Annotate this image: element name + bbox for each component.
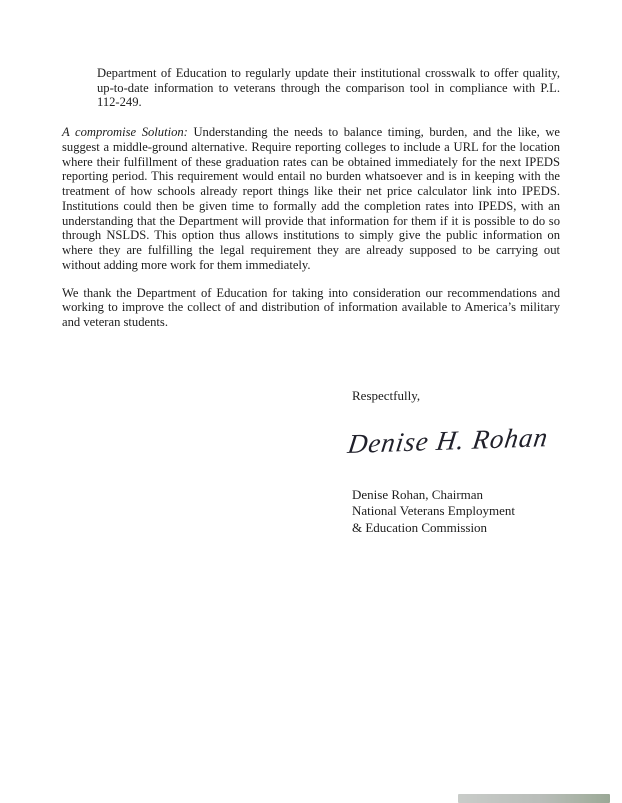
scan-edge-artifact (458, 794, 610, 803)
closing-block (345, 387, 560, 537)
signer-identity (352, 487, 560, 537)
compromise-body: Understanding the needs to balance timing, burden, and the like, we suggest a middle-ground alternative. Require reporting colleges to include a URL for the location where their fulfillment of these graduation rates can be obtained immediately for the next IPEDS reporting period. This requirement would entail no burden whatsoever and is in keeping with the treatment of how schools already report things like their net price calculator link into IPEDS. Institutions could then be given time to formally add the completion rates into IPEDS, with an understanding that the Department will provide that information for them if it is possible to do so through NSLDS. This option thus allows institutions to simply give the public information on where they are fulfilling the legal requirement they are already supposed to be carrying out without adding more work for them immediately. (62, 125, 561, 272)
continuation-paragraph: Department of Education to regularly update their institutional crosswalk to offer quality, up-to-date information to veterans through the comparison tool in compliance with P.L. 112-249. (97, 66, 560, 110)
handwritten-signature: Denise H. Rohan (345, 421, 551, 460)
compromise-paragraph (62, 125, 560, 272)
thanks-paragraph: We thank the Department of Education for taking into consideration our recommendations and working to improve the collect of and distribution of information available to America’s military and veteran students. (62, 285, 560, 330)
compromise-lead: A compromise Solution: (62, 125, 188, 140)
signer-org-line1: National Veterans Employment (352, 503, 515, 519)
closing-salutation: Respectfully, (352, 387, 421, 403)
signer-org-line2: & Education Commission (352, 519, 488, 535)
signer-name: Denise Rohan, Chairman (352, 486, 484, 502)
